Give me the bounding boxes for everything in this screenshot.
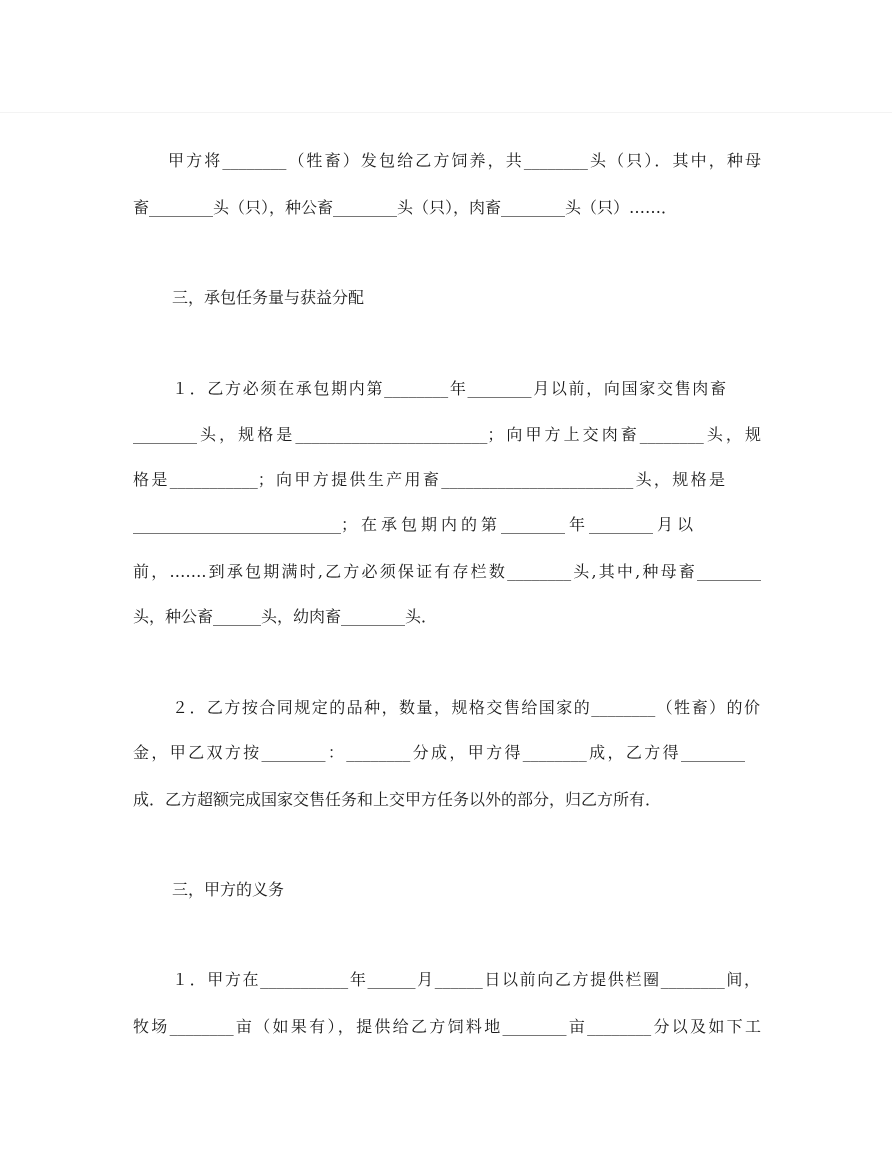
item1-line1: １．乙方必须在承包期内第________年________月以前，向国家交售肉畜 [172, 379, 726, 398]
para1-line2: 畜________头（只），种公畜________头（只），肉畜________头（只）……． [133, 198, 678, 217]
item1-line5: 前，…….到承包期满时,乙方必须保证有存栏数________头,其中,种母畜________ [133, 562, 761, 581]
item1-line2: ________头，规格是________________________；向甲方上交肉畜________头，规 [133, 425, 761, 444]
item2-line2: 金，甲乙双方按________：________分成，甲方得________成，乙方得________ [133, 743, 745, 762]
item2-line3: 成．乙方超额完成国家交售任务和上交甲方任务以外的部分，归乙方所有． [133, 790, 662, 809]
item1-line3: 格是___________；向甲方提供生产用畜________________________头，规格是 [133, 470, 725, 489]
section-heading-party-a-obligations: 三，甲方的义务 [172, 880, 285, 899]
item3-line1: １．甲方在___________年______月______日以前向乙方提供栏圈________间， [172, 970, 760, 989]
section-heading-contract-tasks: 三，承包任务量与获益分配 [172, 288, 365, 307]
page-top-rule [0, 112, 892, 113]
item1-line6: 头，种公畜______头，幼肉畜________头． [133, 607, 438, 626]
item1-line4: __________________________；在承包期内的第________年________月以 [133, 515, 693, 534]
item2-line1: ２．乙方按合同规定的品种，数量，规格交售给国家的________（牲畜）的价 [172, 698, 760, 717]
item3-line2: 牧场________亩（如果有），提供给乙方饲料地________亩________分以及如下工 [133, 1017, 761, 1036]
para1-line1: 甲方将________（牲畜）发包给乙方饲养，共________头（只）．其中，种母 [168, 151, 761, 170]
